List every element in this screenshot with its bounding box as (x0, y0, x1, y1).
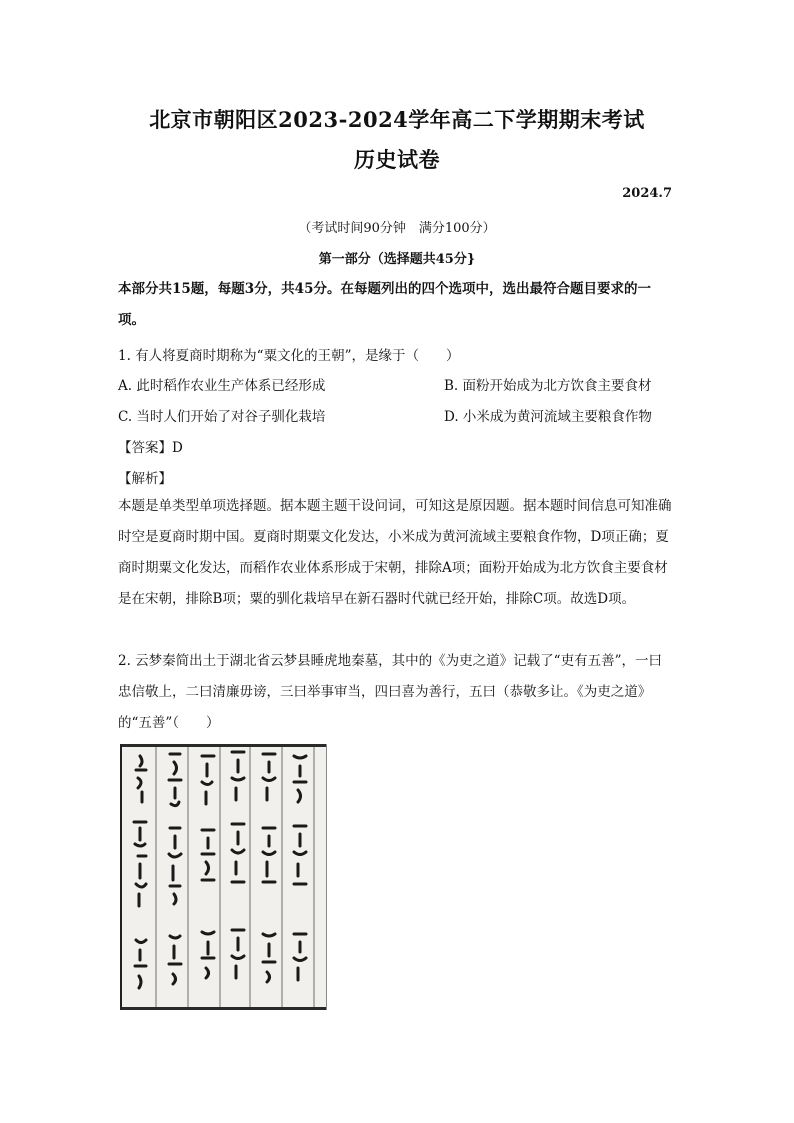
q1-answer: 【答案】D (118, 440, 183, 456)
q1-option-c: C. 当时人们开始了对谷子驯化栽培 (118, 409, 326, 425)
doc-date: 2024.7 (622, 186, 672, 201)
q1-analysis: 本题是单类型单项选择题。据本题主题干设问词，可知这是原因题。据本题时间信息可知准确时空是夏商时期中国。夏商时期粟文化发达，小米成为黄河流域主要粮食作物，D项正确；夏商时期粟文化发达，而稻作农业体系形成于宋朝，排除A项；面粉开始成为北方饮食主要食材是在宋朝，排除B项；粟的驯化栽培早在新石器时代就已经开始，排除C项。故选D项。 (118, 498, 672, 607)
doc-subtitle: 历史试卷 (354, 147, 440, 172)
instructions: 本部分共15题，每题3分，共45分。在每题列出的四个选项中，选出最符合题目要求的一项。 (118, 281, 651, 328)
q1-analysis-label: 【解析】 (118, 471, 172, 487)
q1-option-d: D. 小米成为黄河流域主要粮食作物 (444, 409, 652, 425)
q2-stem: 2. 云梦秦简出土于湖北省云梦县睡虎地秦墓，其中的《为吏之道》记载了“吏有五善”，一曰忠信敬上，二曰清廉毋谤，三曰举事审当，四曰喜为善行，五曰（恭敬多让。《为吏之道》的“五善”（ ） (118, 653, 662, 731)
q1-option-b: B. 面粉开始成为北方饮食主要食材 (444, 378, 652, 394)
doc-title: 北京市朝阳区2023-2024学年高二下学期期末考试 (149, 107, 645, 132)
bamboo-slip-image (120, 744, 327, 1010)
part-title: 第一部分（选择题共45分} (318, 252, 476, 267)
q1-stem: 1. 有人将夏商时期称为“粟文化的王朝”，是缘于（ ） (118, 348, 460, 364)
exam-info: （考试时间90分钟 满分100分） (298, 221, 496, 236)
q1-option-a: A. 此时稻作农业生产体系已经形成 (118, 378, 326, 394)
